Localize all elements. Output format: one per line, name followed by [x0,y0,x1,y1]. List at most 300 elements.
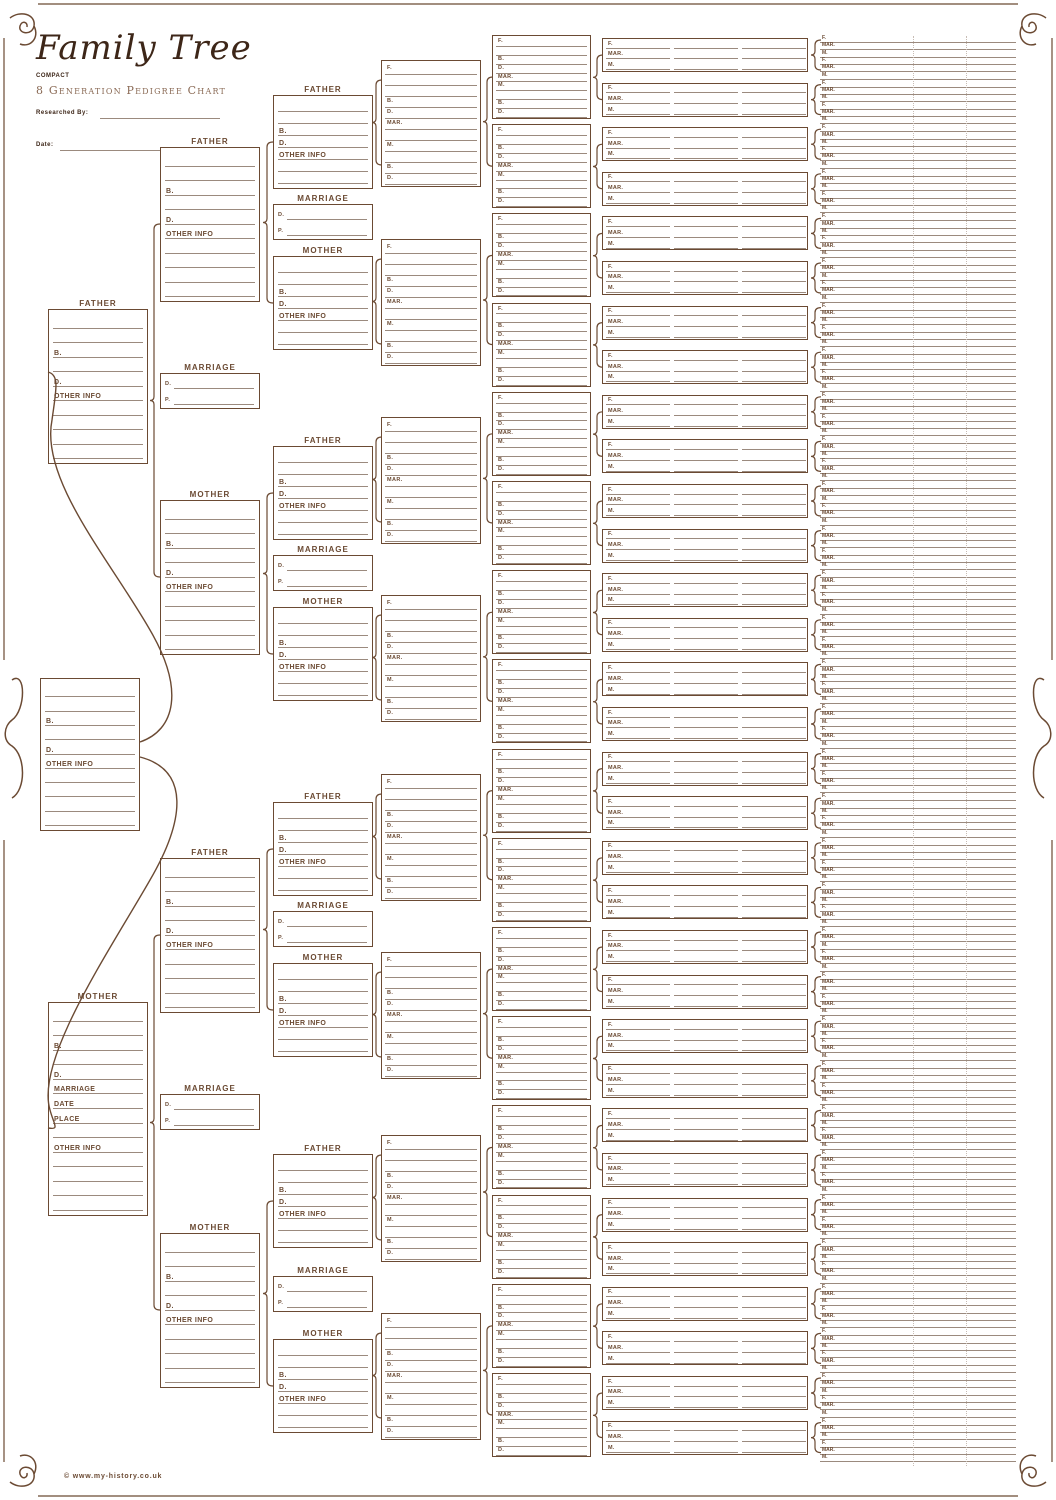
connector-line [811,40,821,70]
gen4-box-4-born-label: B. [279,835,287,842]
gen4-box-3-died-label: D. [279,652,287,659]
gen8-m-label: M. [822,472,828,479]
gen6-f-label: F. [498,751,504,758]
gen3-box-3-other-info-label: OTHER INFO [166,1317,214,1324]
gen8-m-label: M. [822,1387,828,1394]
gen6-born2-label: B. [498,100,505,107]
connector-line [593,144,603,189]
gen6-f-label: F. [498,305,504,312]
gen8-f-label: F. [822,636,826,643]
gen8-mar-label: MAR. [822,1291,835,1298]
gen8-m-label: M. [822,1298,828,1305]
gen7-m-label: M. [608,686,615,693]
gen6-died2-label: D. [498,911,505,918]
scroll-ornament-icon [10,14,36,45]
gen8-f-label: F. [822,1016,826,1023]
gen5-m-label: M. [387,855,394,862]
gen8-m-label: M. [822,94,828,101]
gen8-f-label: F. [822,1283,826,1290]
gen8-mar-label: MAR. [822,1357,835,1364]
gen8-f-label: F. [822,1060,826,1067]
gen8-f-label: F. [822,302,826,309]
gen7-m-label: M. [608,62,615,69]
connector-line [811,575,821,605]
gen3-marriage-lower-place-label: P. [165,1117,171,1124]
gen6-born2-label: B. [498,813,505,820]
gen8-f-label: F. [822,1171,826,1178]
gen8-f-label: F. [822,547,826,554]
gen8-f-label: F. [822,904,826,911]
gen5-mar-label: MAR. [387,119,403,126]
gen7-f-label: F. [608,575,613,582]
gen8-f-label: F. [822,481,826,487]
connector-line [483,255,493,344]
gen6-died2-label: D. [498,644,505,651]
gen8-mar-label: MAR. [822,889,835,896]
gen6-died-label: D. [498,153,505,160]
gen6-mar-label: MAR. [498,1322,514,1329]
gen8-f-label: F. [822,704,826,710]
gen8-f-label: F. [822,1216,826,1223]
gen5-born-label: B. [387,811,394,818]
gen8-m-label: M. [822,1052,828,1059]
gen5-died-label: D. [387,1000,394,1007]
gen6-died2-label: D. [498,555,505,562]
gen8-f-label: F. [822,1239,826,1246]
gen8-m-label: M. [822,1432,828,1439]
gen6-died-label: D. [498,1313,505,1320]
gen4-box-7-born-label: B. [279,1372,287,1379]
gen7-mar-label: MAR. [608,229,624,236]
gen8-mar-label: MAR. [822,198,835,204]
gen8-f-label: F. [822,436,826,443]
gen7-m-label: M. [608,463,615,470]
subject-box-born-label: B. [46,717,54,725]
gen3-box-0-other-info-label: OTHER INFO [166,231,214,238]
gen8-m-label: M. [822,1275,828,1282]
gen8-f-label: F. [822,56,826,63]
gen7-mar-label: MAR. [608,1166,624,1173]
connector-line [593,1125,603,1170]
gen6-born2-label: B. [498,635,505,642]
gen8-f-label: F. [822,502,826,509]
gen3-box-2-heading: FATHER [191,848,229,857]
gen8-m-label: M. [822,963,828,970]
gen8-f-label: F. [822,793,826,800]
gen6-born-label: B. [498,680,505,687]
gen6-born-label: B. [498,590,505,597]
connector-line [263,493,273,654]
gen7-f-label: F. [608,397,613,404]
gen6-born2-label: B. [498,278,505,285]
gen6-m-label: M. [498,260,505,267]
gen8-mar-label: MAR. [822,153,835,160]
gen8-f-label: F. [822,458,826,465]
gen6-died-label: D. [498,599,505,606]
connector-line [483,434,493,523]
gen7-f-label: F. [608,308,613,315]
gen8-mar-label: MAR. [822,622,835,629]
gen8-f-label: F. [822,525,826,532]
gen7-f-label: F. [608,932,613,939]
gen8-f-label: F. [822,971,826,978]
date-label: Date: [36,142,54,148]
gen6-f-label: F. [498,1197,504,1204]
gen8-f-label: F. [822,213,826,220]
gen6-born2-label: B. [498,189,505,196]
gen4-box-4-heading: FATHER [304,792,342,801]
gen8-f-label: F. [822,570,826,577]
gen7-m-label: M. [608,196,615,203]
gen4-box-3-born-label: B. [279,640,287,647]
gen8-mar-label: MAR. [822,845,835,852]
gen8-f-label: F. [822,168,826,175]
gen5-born2-label: B. [387,163,394,170]
gen8-m-label: M. [822,1409,828,1416]
gen8-mar-label: MAR. [822,108,835,115]
gen6-born2-label: B. [498,1259,505,1266]
gen6-m-label: M. [498,1152,505,1159]
gen6-died2-label: D. [498,1001,505,1008]
gen5-mar-label: MAR. [387,476,403,483]
gen8-mar-label: MAR. [822,1179,835,1186]
gen8-mar-label: MAR. [822,1157,835,1164]
gen3-box-1-died-label: D. [166,569,174,577]
gen6-died2-label: D. [498,1179,505,1186]
gen5-born2-label: B. [387,342,394,349]
gen6-died-label: D. [498,778,505,785]
gen6-born2-label: B. [498,724,505,731]
researched-by-label: Researched By: [36,110,89,116]
gen6-mar-label: MAR. [498,965,514,972]
connector-line [263,1201,273,1386]
gen8-mar-label: MAR. [822,399,835,406]
gen7-mar-label: MAR. [608,1032,624,1039]
gen5-mar-label: MAR. [387,1194,403,1201]
gen7-f-label: F. [608,1333,613,1340]
gen6-died2-label: D. [498,1090,505,1097]
gen4-box-6-born-label: B. [279,1187,287,1194]
gen6-f-label: F. [498,394,504,401]
gen7-mar-label: MAR. [608,809,624,816]
gen8-m-label: M. [822,205,828,212]
gen8-m-label: M. [822,1364,828,1371]
gen5-f-label: F. [387,1317,393,1324]
gen6-m-label: M. [498,617,505,624]
gen7-f-label: F. [608,129,613,136]
subject-box-died-label: D. [46,746,54,754]
gen5-born2-label: B. [387,520,394,527]
gen6-m-label: M. [498,82,505,89]
gen6-died-label: D. [498,332,505,339]
connector-line [372,615,382,700]
gen8-mar-label: MAR. [822,265,835,272]
gen8-mar-label: MAR. [822,688,835,695]
gen2-mother-box-date-label: DATE [54,1101,75,1108]
gen8-m-label: M. [822,1120,828,1126]
gen5-died2-label: D. [387,1066,394,1073]
gen7-mar-label: MAR. [608,319,624,325]
gen4-marriage-2-place-label: P. [278,934,284,941]
gen8-m-label: M. [822,584,828,591]
gen4-box-7-heading: MOTHER [302,1329,344,1338]
connector-line [372,437,382,522]
gen6-m-label: M. [498,885,505,892]
gen5-died2-label: D. [387,1427,394,1434]
gen4-box-2-heading: FATHER [304,436,342,445]
connector-line [811,1066,821,1096]
gen7-m-label: M. [608,240,615,247]
scroll-ornament-icon [5,678,22,798]
gen6-f-label: F. [498,840,504,847]
gen5-died-label: D. [387,1183,394,1190]
gen5-f-label: F. [387,599,393,606]
gen7-m-label: M. [608,954,615,961]
gen8-mar-label: MAR. [822,1268,835,1275]
gen4-box-1-other-info-label: OTHER INFO [279,313,327,320]
gen5-died-label: D. [387,822,394,829]
connector-line [150,224,160,577]
gen7-m-label: M. [608,419,615,426]
gen8-f-label: F. [822,1150,826,1156]
gen7-mar-label: MAR. [608,274,624,281]
gen8-m-label: M. [822,183,828,190]
gen8-mar-label: MAR. [822,577,835,584]
gen6-died-label: D. [498,243,505,250]
gen8-m-label: M. [822,317,828,324]
gen8-m-label: M. [822,1253,828,1260]
gen6-died-label: D. [498,510,505,517]
chart-compact-label: COMPACT [36,73,70,79]
gen8-f-label: F. [822,35,826,41]
gen8-mar-label: MAR. [822,911,835,918]
gen8-f-label: F. [822,101,826,108]
connector-line [811,754,821,784]
gen7-mar-label: MAR. [608,1300,624,1307]
connector-line [150,935,160,1310]
gen8-mar-label: MAR. [822,755,835,762]
gen7-f-label: F. [608,352,613,359]
gen6-mar-label: MAR. [498,1054,514,1061]
connector-line [593,769,603,814]
gen6-died2-label: D. [498,1357,505,1364]
gen7-m-label: M. [608,1177,615,1184]
gen8-mar-label: MAR. [822,867,835,873]
gen8-f-label: F. [822,190,826,197]
gen7-f-label: F. [608,1155,613,1162]
gen7-mar-label: MAR. [608,542,624,548]
gen8-mar-label: MAR. [822,443,835,450]
gen8-mar-label: MAR. [822,1068,835,1075]
connector-line [593,1215,603,1260]
gen6-f-label: F. [498,1019,504,1026]
gen8-mar-label: MAR. [822,488,835,495]
gen5-f-label: F. [387,956,393,963]
gen8-m-label: M. [822,941,828,948]
gen3-box-2-born-label: B. [166,898,174,906]
gen6-f-label: F. [498,38,504,44]
gen3-marriage-upper-date-label: D. [165,381,172,388]
gen6-died-label: D. [498,956,505,963]
gen7-f-label: F. [608,1110,613,1117]
gen8-m-label: M. [822,249,828,256]
gen8-m-label: M. [822,272,828,279]
gen6-born2-label: B. [498,367,505,374]
gen5-born2-label: B. [387,1416,394,1423]
connector-line [593,590,603,635]
gen7-f-label: F. [608,40,613,47]
gen7-mar-label: MAR. [608,1344,624,1351]
chart-subtitle: 8 Generation Pedigree Chart [36,84,227,97]
gen7-m-label: M. [608,1444,615,1451]
gen7-mar-label: MAR. [608,140,624,147]
gen6-f-label: F. [498,484,504,490]
connector-line [811,1244,821,1274]
gen6-m-label: M. [498,1420,505,1427]
connector-line [811,352,821,382]
gen8-mar-label: MAR. [822,131,835,138]
gen8-m-label: M. [822,1320,828,1327]
connector-line [372,1333,382,1418]
scroll-ornament-icon [1020,14,1046,45]
gen4-marriage-0-place-label: P. [278,227,284,234]
gen5-died-label: D. [387,108,394,115]
gen7-f-label: F. [608,1423,613,1430]
gen6-born-label: B. [498,55,505,62]
gen6-m-label: M. [498,439,505,446]
gen7-mar-label: MAR. [608,1389,624,1396]
gen8-m-label: M. [822,495,828,502]
gen8-mar-label: MAR. [822,733,835,740]
gen2-mother-box-place-label: PLACE [54,1115,80,1123]
gen6-mar-label: MAR. [498,519,514,526]
gen8-f-label: F. [822,859,826,866]
gen7-f-label: F. [608,85,613,92]
connector-line [811,709,821,739]
gen8-f-label: F. [822,815,826,822]
gen2-father-box-born-label: B. [54,349,62,357]
connector-line [811,887,821,917]
gen7-mar-label: MAR. [608,51,624,58]
gen7-m-label: M. [608,329,615,336]
gen5-mar-label: MAR. [387,833,403,840]
gen8-f-label: F. [822,1105,826,1112]
gen8-mar-label: MAR. [822,242,835,249]
gen7-m-label: M. [608,998,615,1005]
gen7-mar-label: MAR. [608,1434,624,1440]
gen8-f-label: F. [822,725,826,732]
connector-line [811,1378,821,1408]
gen8-mar-label: MAR. [822,1223,835,1230]
gen8-mar-label: MAR. [822,934,835,941]
gen8-f-label: F. [822,347,826,354]
gen3-box-1-heading: MOTHER [189,490,231,499]
gen6-died2-label: D. [498,822,505,829]
gen6-f-label: F. [498,930,504,936]
gen3-box-1-born-label: B. [166,540,174,548]
gen8-m-label: M. [822,1343,828,1349]
connector-line [811,1155,821,1185]
gen6-m-label: M. [498,171,505,178]
gen5-died2-label: D. [387,531,394,538]
gen7-f-label: F. [608,843,613,850]
gen7-m-label: M. [608,1088,615,1095]
gen6-f-label: F. [498,216,504,223]
gen4-box-2-other-info-label: OTHER INFO [279,503,327,510]
gen4-marriage-1-heading: MARRIAGE [297,545,349,554]
gen2-mother-box-died-label: D. [54,1071,62,1079]
gen8-m-label: M. [822,807,828,814]
gen7-f-label: F. [608,887,613,894]
gen7-mar-label: MAR. [608,1211,624,1217]
gen8-m-label: M. [822,540,828,547]
gen6-born-label: B. [498,858,505,865]
gen5-f-label: F. [387,778,393,785]
gen8-f-label: F. [822,659,826,666]
gen8-m-label: M. [822,986,828,993]
gen6-died2-label: D. [498,376,505,383]
gen8-mar-label: MAR. [822,554,835,561]
gen6-died-label: D. [498,64,505,71]
connector-line [811,1423,821,1453]
gen8-f-label: F. [822,748,826,755]
gen5-died2-label: D. [387,1249,394,1256]
gen6-died2-label: D. [498,733,505,740]
gen8-f-label: F. [822,1261,826,1268]
gen2-father-box-died-label: D. [54,378,62,386]
gen6-died2-label: D. [498,109,505,116]
gen3-marriage-upper-place-label: P. [165,396,171,403]
gen8-m-label: M. [822,651,828,658]
gen8-m-label: M. [822,763,828,770]
connector-line [372,1155,382,1240]
gen8-f-label: F. [822,1328,826,1335]
connector-line [593,233,603,278]
gen8-mar-label: MAR. [822,1134,835,1141]
gen8-mar-label: MAR. [822,1313,835,1319]
gen8-m-label: M. [822,406,828,413]
connector-line [811,308,821,338]
gen6-f-label: F. [498,1286,504,1293]
gen8-m-label: M. [822,160,828,167]
gen8-mar-label: MAR. [822,978,835,985]
gen8-mar-label: MAR. [822,354,835,361]
gen7-mar-label: MAR. [608,675,624,682]
gen8-mar-label: MAR. [822,220,835,227]
gen8-m-label: M. [822,1141,828,1148]
gen5-f-label: F. [387,1139,393,1146]
gen5-died2-label: D. [387,353,394,360]
connector-line [811,1110,821,1140]
gen8-m-label: M. [822,451,828,457]
gen7-f-label: F. [608,977,613,984]
gen6-died-label: D. [498,1224,505,1231]
gen8-f-label: F. [822,391,826,398]
connector-line [811,174,821,204]
connector-line [372,794,382,879]
gen4-marriage-3-heading: MARRIAGE [297,1266,349,1275]
gen8-f-label: F. [822,279,826,286]
gen8-m-label: M. [822,138,828,145]
gen4-box-5-other-info-label: OTHER INFO [279,1020,327,1027]
gen3-box-0-died-label: D. [166,216,174,224]
scroll-ornament-icon [1020,1455,1046,1486]
gen7-f-label: F. [608,1289,613,1296]
gen7-mar-label: MAR. [608,185,624,192]
gen6-mar-label: MAR. [498,1143,514,1150]
gen3-box-1-other-info-label: OTHER INFO [166,584,214,591]
gen4-marriage-1-date-label: D. [278,563,285,570]
